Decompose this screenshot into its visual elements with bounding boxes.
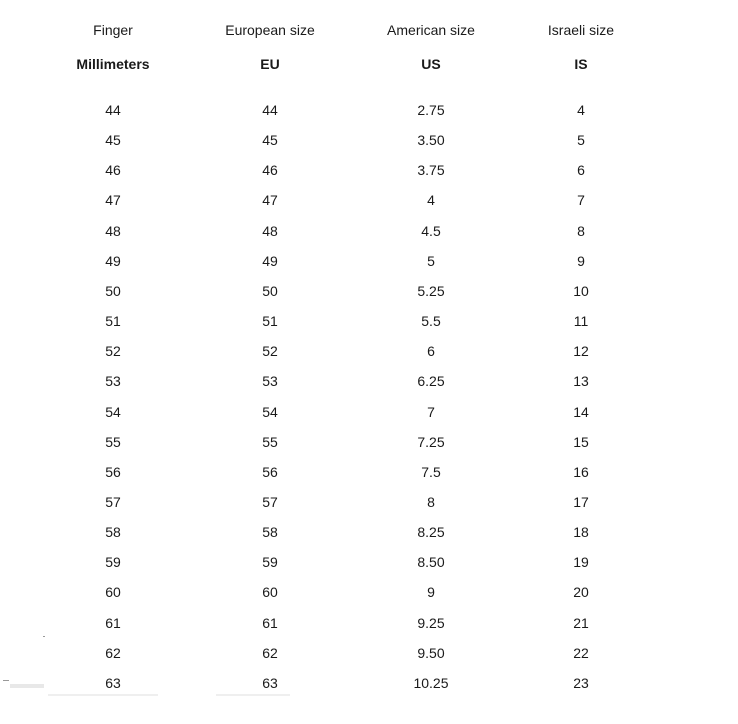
us-size-cell: 8 [427, 493, 435, 510]
unit-is: IS [574, 56, 588, 72]
finger-mm-cell: 57 [105, 493, 121, 510]
finger-mm-cell: 59 [105, 554, 121, 571]
is-size-cell: 18 [573, 524, 589, 541]
is-size-cell: 4 [577, 102, 585, 118]
finger-mm-cell: 58 [105, 524, 121, 541]
is-size-cell: 14 [573, 403, 589, 420]
us-size-cell: 8.50 [417, 554, 445, 571]
eu-size-cell: 61 [262, 614, 278, 631]
eu-size-cell: 49 [262, 252, 278, 269]
scan-artefact [48, 694, 158, 696]
table-row [0, 401, 738, 423]
table-row [0, 581, 738, 603]
eu-size-cell: 59 [262, 554, 278, 571]
table-row [0, 491, 738, 513]
us-size-cell: 5.25 [417, 282, 445, 299]
finger-mm-cell: 46 [105, 162, 121, 179]
table-row [0, 431, 738, 453]
unit-row [0, 53, 738, 75]
finger-mm-cell: 62 [105, 644, 121, 661]
us-size-cell: 4 [427, 192, 435, 209]
scan-artefact [43, 636, 45, 637]
is-size-cell: 6 [577, 162, 585, 179]
is-size-cell: 10 [573, 282, 589, 299]
us-size-cell: 7.25 [417, 433, 445, 450]
finger-mm-cell: 50 [105, 282, 121, 299]
finger-mm-cell: 47 [105, 192, 121, 209]
eu-size-cell: 48 [262, 222, 278, 239]
finger-mm-cell: 51 [105, 313, 121, 329]
eu-size-cell: 58 [262, 524, 278, 541]
is-size-cell: 21 [573, 614, 589, 631]
us-size-cell: 4.5 [421, 222, 441, 239]
table-row [0, 220, 738, 242]
table-row [0, 370, 738, 392]
us-size-cell: 9 [427, 584, 435, 601]
scan-artefact [3, 680, 9, 681]
is-size-cell: 12 [573, 343, 589, 360]
is-size-cell: 13 [573, 373, 589, 390]
table-row [0, 672, 738, 694]
is-size-cell: 19 [573, 554, 589, 571]
us-size-cell: 3.50 [417, 132, 445, 149]
eu-size-cell: 57 [262, 493, 278, 510]
column-header-american-size: American size [387, 22, 475, 38]
finger-mm-cell: 56 [105, 463, 121, 480]
eu-size-cell: 51 [262, 313, 278, 329]
us-size-cell: 6 [427, 343, 435, 360]
is-size-cell: 15 [573, 433, 589, 450]
table-row [0, 521, 738, 543]
table-row [0, 642, 738, 664]
finger-mm-cell: 61 [105, 614, 121, 631]
eu-size-cell: 60 [262, 584, 278, 601]
finger-mm-cell: 60 [105, 584, 121, 601]
is-size-cell: 5 [577, 132, 585, 149]
table-row [0, 250, 738, 272]
finger-mm-cell: 48 [105, 222, 121, 239]
us-size-cell: 10.25 [413, 674, 449, 691]
finger-mm-cell: 53 [105, 373, 121, 390]
is-size-cell: 23 [573, 674, 589, 691]
unit-eu: EU [260, 56, 280, 72]
finger-mm-cell: 52 [105, 343, 121, 360]
eu-size-cell: 62 [262, 644, 278, 661]
us-size-cell: 3.75 [417, 162, 445, 179]
column-header-israeli-size: Israeli size [547, 22, 615, 38]
scan-artefact [10, 684, 44, 688]
eu-size-cell: 53 [262, 373, 278, 390]
eu-size-cell: 63 [262, 674, 278, 691]
finger-mm-cell: 45 [105, 132, 121, 149]
is-size-cell: 20 [573, 584, 589, 601]
table-row [0, 189, 738, 211]
us-size-cell: 7 [427, 403, 435, 420]
us-size-cell: 5.5 [421, 313, 441, 329]
scan-artefact [216, 694, 290, 696]
is-size-cell: 8 [577, 222, 585, 239]
column-header-finger: Finger [93, 22, 133, 38]
table-row [0, 280, 738, 302]
eu-size-cell: 47 [262, 192, 278, 209]
unit-us: US [421, 56, 441, 72]
finger-mm-cell: 44 [105, 102, 121, 118]
finger-mm-cell: 55 [105, 433, 121, 450]
column-header-row [0, 19, 738, 41]
us-size-cell: 7.5 [421, 463, 441, 480]
eu-size-cell: 55 [262, 433, 278, 450]
table-row [0, 551, 738, 573]
finger-mm-cell: 49 [105, 252, 121, 269]
is-size-cell: 7 [577, 192, 585, 209]
is-size-cell: 11 [573, 313, 589, 329]
eu-size-cell: 45 [262, 132, 278, 149]
table-row [0, 159, 738, 181]
is-size-cell: 22 [573, 644, 589, 661]
is-size-cell: 16 [573, 463, 589, 480]
eu-size-cell: 44 [262, 102, 278, 118]
eu-size-cell: 54 [262, 403, 278, 420]
column-header-european-size: European size [225, 22, 315, 38]
us-size-cell: 5 [427, 252, 435, 269]
is-size-cell: 17 [573, 493, 589, 510]
table-row [0, 612, 738, 634]
eu-size-cell: 46 [262, 162, 278, 179]
table-row [0, 340, 738, 362]
us-size-cell: 9.50 [417, 644, 445, 661]
table-row [0, 310, 738, 332]
finger-mm-cell: 54 [105, 403, 121, 420]
eu-size-cell: 56 [262, 463, 278, 480]
table-row [0, 129, 738, 151]
eu-size-cell: 50 [262, 282, 278, 299]
table-row [0, 99, 738, 121]
unit-millimeters: Millimeters [76, 56, 150, 72]
us-size-cell: 8.25 [417, 524, 445, 541]
us-size-cell: 2.75 [417, 102, 445, 118]
us-size-cell: 9.25 [417, 614, 445, 631]
is-size-cell: 9 [577, 252, 585, 269]
finger-mm-cell: 63 [105, 674, 121, 691]
eu-size-cell: 52 [262, 343, 278, 360]
us-size-cell: 6.25 [417, 373, 445, 390]
table-row [0, 461, 738, 483]
